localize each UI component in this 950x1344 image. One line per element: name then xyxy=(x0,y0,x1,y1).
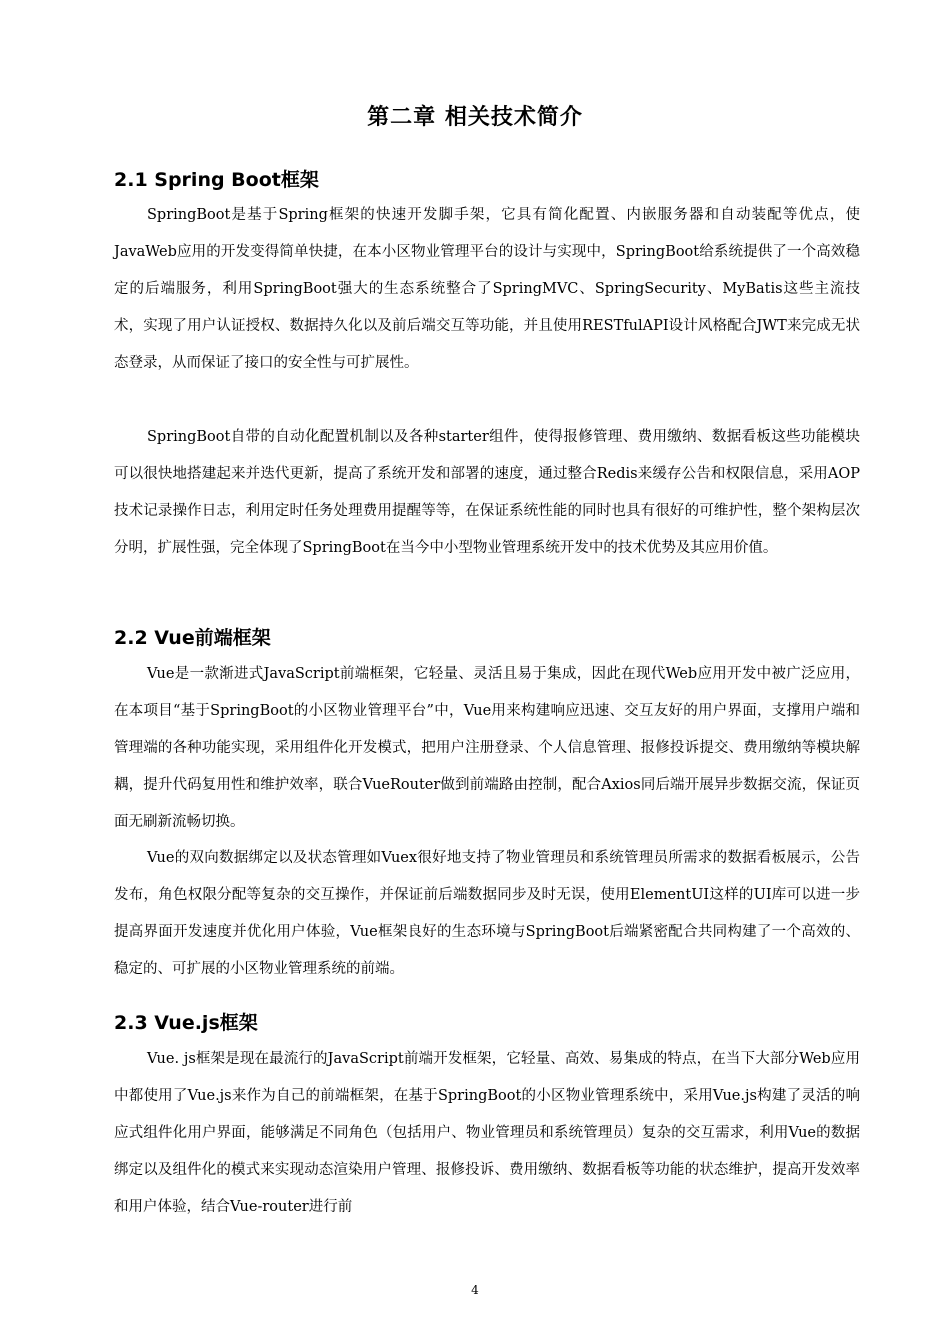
paragraph-2-3-1: Vue. js框架是现在最流行的JavaScript前端开发框架，它轻量、高效、易集成的特点，在当下大部分Web应用中都使用了Vue.js来作为自己的前端框架，在基于SpringBoot的小区物业管理系统中，采用Vue.js构建了灵活的响应式组件化用户界面，能够满足不同角色（包括用户、物业管理员和系统管理员）复杂的交互需求，利用Vue的数据绑定以及组件化的模式来实现动态渲染用户管理、报修投诉、费用缴纳、数据看板等功能的状态维护，提高开发效率和用户体验，结合Vue-router进行前 xyxy=(114,1051,860,1215)
section-heading-2-3: 2.3 Vue.js框架 xyxy=(114,1012,258,1034)
page-number: 4 xyxy=(471,1283,479,1297)
paragraph-2-1-1: SpringBoot是基于Spring框架的快速开发脚手架，它具有简化配置、内嵌服务器和自动装配等优点，使JavaWeb应用的开发变得简单快捷，在本小区物业管理平台的设计与实现中，SpringBoot给系统提供了一个高效稳定的后端服务，利用SpringBoot强大的生态系统整合了SpringMVC、SpringSecurity、MyBatis这些主流技术，实现了用户认证授权、数据持久化以及前后端交互等功能，并且使用RESTfulAPI设计风格配合JWT来完成无状态登录，从而保证了接口的安全性与可扩展性。 xyxy=(114,207,860,371)
paragraph-2-2-1: Vue是一款渐进式JavaScript前端框架，它轻量、灵活且易于集成，因此在现代Web应用开发中被广泛应用，在本项目“基于SpringBoot的小区物业管理平台”中，Vue用来构建响应迅速、交互友好的用户界面，支撑用户端和管理端的各种功能实现，采用组件化开发模式，把用户注册登录、个人信息管理、报修投诉提交、费用缴纳等模块解耦，提升代码复用性和维护效率，联合VueRouter做到前端路由控制，配合Axios同后端开展异步数据交流，保证页面无刷新流畅切换。 xyxy=(114,666,860,830)
paragraph-2-2-2: Vue的双向数据绑定以及状态管理如Vuex很好地支持了物业管理员和系统管理员所需求的数据看板展示，公告发布，角色权限分配等复杂的交互操作，并保证前后端数据同步及时无误，使用ElementUI这样的UI库可以进一步提高界面开发速度并优化用户体验，Vue框架良好的生态环境与SpringBoot后端紧密配合共同构建了一个高效的、稳定的、可扩展的小区物业管理系统的前端。 xyxy=(114,850,860,977)
section-heading-2-1: 2.1 Spring Boot框架 xyxy=(114,169,319,191)
section-heading-2-2: 2.2 Vue前端框架 xyxy=(114,627,271,649)
chapter-title: 第二章 相关技术简介 xyxy=(367,105,583,130)
paragraph-2-1-2: SpringBoot自带的自动化配置机制以及各种starter组件，使得报修管理、费用缴纳、数据看板这些功能模块可以很快地搭建起来并迭代更新，提高了系统开发和部署的速度，通过整合Redis来缓存公告和权限信息，采用AOP技术记录操作日志，利用定时任务处理费用提醒等等，在保证系统性能的同时也具有很好的可维护性，整个架构层次分明，扩展性强，完全体现了SpringBoot在当今中小型物业管理系统开发中的技术优势及其应用价值。 xyxy=(114,429,860,556)
